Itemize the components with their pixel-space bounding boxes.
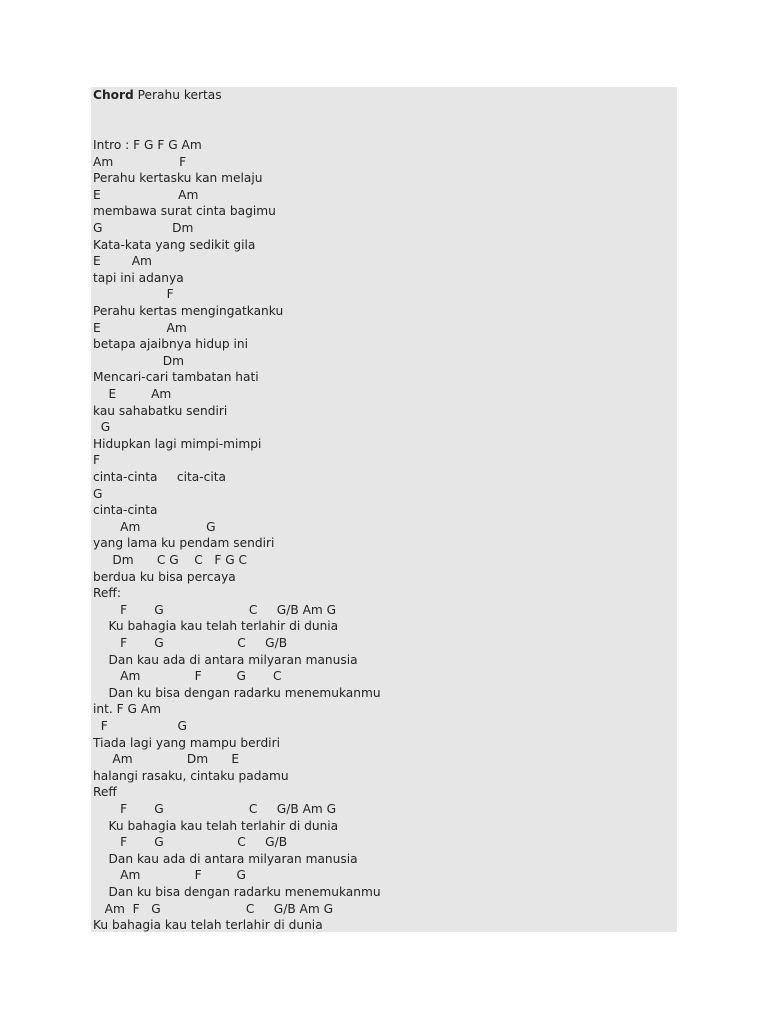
section-heading: Intro : F G F G Am [93,138,202,152]
lyric-line: G Dm [93,221,194,235]
lyric-line: Dan kau ada di antara milyaran manusia [93,851,358,866]
lyric-line: Am Dm E [93,752,240,767]
lyric-line: cinta-cinta [93,503,158,518]
lyric-line: E Am [93,254,152,269]
lyric-line: Kata-kata yang sedikit gila [93,237,256,252]
lyric-line: kau sahabatku sendiri [93,403,228,418]
lyric-line: F [93,453,101,468]
lyric-line: Ku bahagia kau telah terlahir di dunia [93,619,339,634]
lyric-line: G [93,420,111,435]
lyric-line: E Am [93,320,187,335]
lyric-line: betapa ajaibnya hidup ini [93,337,248,352]
section-heading: int. F G Am [93,702,162,717]
lyric-line: Ku bahagia kau telah terlahir di dunia [93,818,339,833]
lyric-line: Dan kau ada di antara milyaran manusia [93,652,358,667]
lyric-line: F G C G/B [93,835,288,850]
lyric-line: Dan ku bisa dengan radarku menemukanmu [93,885,381,899]
lyric-line: F G [93,719,187,733]
lyric-line: G [93,486,103,501]
title-bold: Chord [93,88,134,102]
lyric-line: Am F G C [93,669,282,684]
lyric-line: F G C G/B Am G [93,602,337,617]
section-heading: Reff [93,785,117,800]
lyric-line: E Am [93,187,199,202]
lyric-line: Am F G [93,868,246,883]
lyric-line: Tiada lagi yang mampu berdiri [93,735,280,750]
lyric-line: cinta-cinta cita-cita [93,470,226,484]
lyric-line: berdua ku bisa percaya [93,569,236,584]
lyric-line: Dm C G C F G C [93,553,248,567]
lyric-line: Dm [93,353,184,368]
lyric-line: E Am [93,387,172,401]
lyric-line: yang lama ku pendam sendiri [93,536,275,551]
lyric-line: Ku bahagia kau telah terlahir di dunia [93,918,323,933]
lyric-line: halangi rasaku, cintaku padamu [93,768,289,783]
lyric-line: Mencari-cari tambatan hati [93,370,259,385]
lyric-line: Am G [93,519,216,534]
lyric-line: Am F G C G/B Am G [93,901,334,916]
lyric-line: F G C G/B [93,636,288,650]
lyric-line: Hidupkan lagi mimpi-mimpi [93,436,262,451]
section-heading: Reff: [93,586,121,601]
lyric-line: Perahu kertasku kan melaju [93,171,263,186]
lyric-line: Am F [93,154,187,169]
lyric-line: Perahu kertas mengingatkanku [93,304,284,318]
lyric-line: tapi ini adanya [93,270,184,285]
lyric-line: Dan ku bisa dengan radarku menemukanmu [93,685,381,700]
lyric-line: membawa surat cinta bagimu [93,204,276,219]
document-title [93,87,222,104]
lyric-line: F [93,287,174,302]
title-rest: Perahu kertas [133,88,222,102]
lyric-line: F G C G/B Am G [93,802,337,816]
